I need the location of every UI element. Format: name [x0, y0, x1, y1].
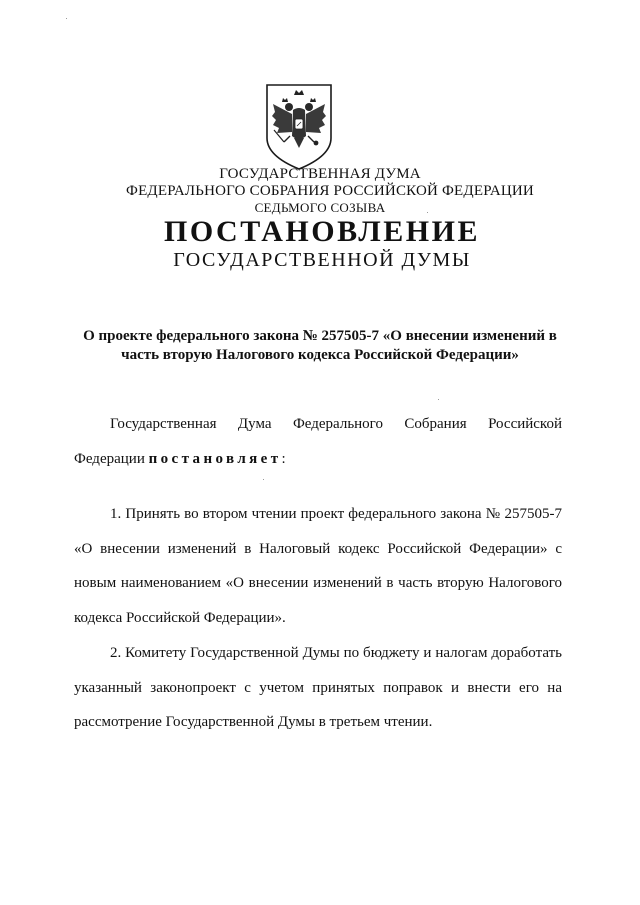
resolution-item-2: 2. Комитету Государственной Думы по бюджету и налогам доработать указанный законопроект с учетом принятых поправок и внести его на рассмотрение Государственной Думы в третьем чтении.	[74, 645, 562, 730]
org-name-line-1: ГОСУДАРСТВЕННАЯ ДУМА	[219, 166, 421, 182]
preamble-text: Государственная Дума Федерального Собрания Российской Федерации	[74, 416, 562, 467]
document-issuer-subtitle: ГОСУДАРСТВЕННОЙ ДУМЫ	[173, 249, 471, 271]
resolution-item-1: 1. Принять во втором чтении проект федерального закона № 257505-7 «О внесении изменений в Налоговый кодекс Российской Федерации» с новым наименованием «О внесении изменений в часть вторую Налогового кодекса Российской Федерации».	[74, 506, 562, 626]
preamble-keyword: постановляет	[148, 450, 282, 467]
scan-speck	[66, 18, 67, 19]
resolution-subject: О проекте федерального закона № 257505-7 «О внесении изменений в часть вторую Налогового кодекса Российской Федерации»	[83, 328, 557, 363]
scan-speck	[438, 399, 439, 400]
scan-speck	[427, 212, 428, 213]
preamble-colon: :	[281, 450, 286, 467]
coat-of-arms-emblem	[264, 82, 334, 172]
convocation-line: СЕДЬМОГО СОЗЫВА	[254, 200, 386, 215]
preamble-paragraph	[74, 407, 562, 476]
document-type-title: ПОСТАНОВЛЕНИЕ	[164, 215, 480, 248]
russian-coat-of-arms-icon	[264, 82, 334, 172]
scan-speck	[263, 479, 264, 480]
org-name-line-2: ФЕДЕРАЛЬНОГО СОБРАНИЯ РОССИЙСКОЙ ФЕДЕРАЦИИ	[126, 183, 534, 199]
